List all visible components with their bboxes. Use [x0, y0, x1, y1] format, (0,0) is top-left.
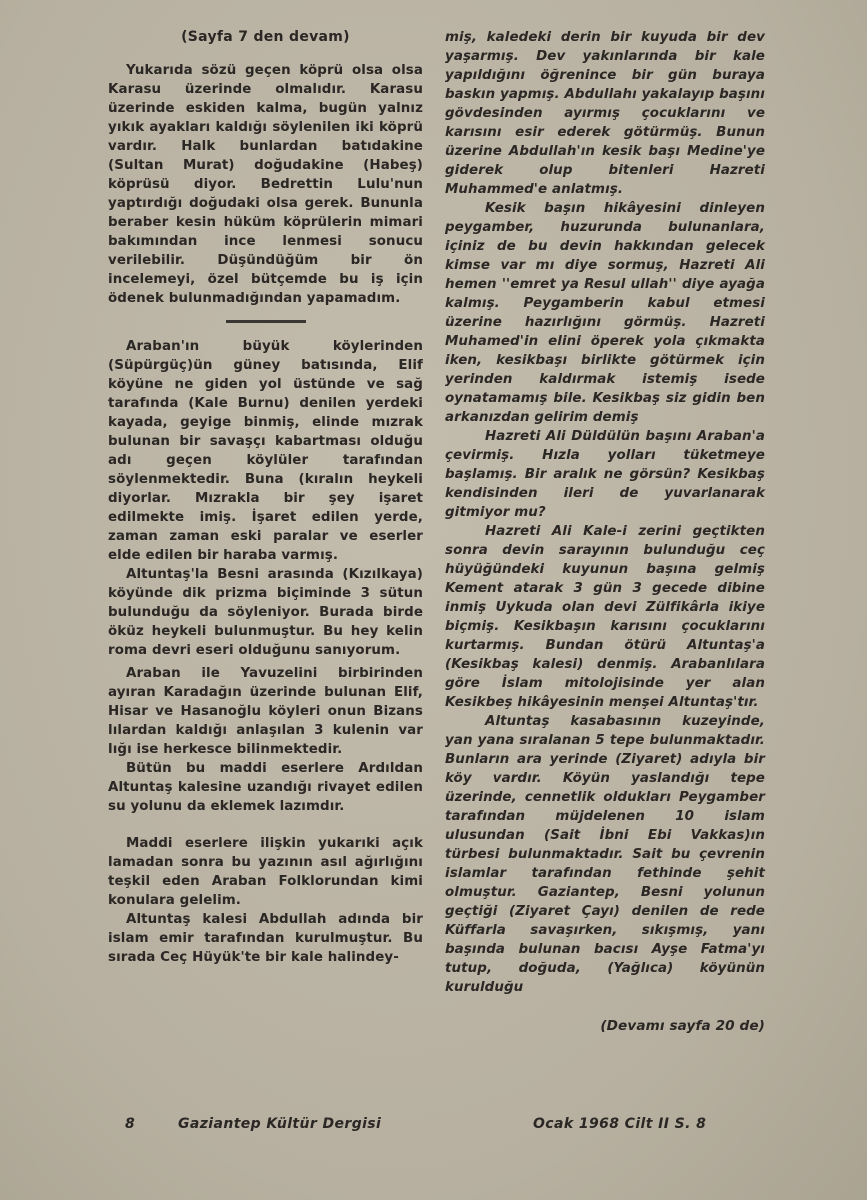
paragraph: Altuntaş kalesi Abdullah adında bir islam emir tarafından kurulmuştur. Bu sırada Ceç Hüyük'te bir kale halindey- [108, 912, 423, 965]
continued-from-heading: (Sayfa 7 den devam) [181, 29, 350, 45]
page-number: 8 [125, 1116, 136, 1132]
section-divider [226, 320, 306, 323]
paragraph: Altuntaş'la Besni arasında (Kızılkaya) köyünde dik prizma biçiminde 3 sütun bulunduğu da söyleniyor. Burada birde öküz heykeli bulunmuştur. Bu hey kelin roma devri eseri olduğunu sanıyorum. [108, 567, 423, 658]
paragraph: Kesik başın hikâyesini dinleyen peygamber, huzurunda bulunanlara, içiniz de bu devin hakkından gelecek kimse var mı diye sormuş, Hazreti Ali hemen ''emret ya Resul ullah'' diye ayağa kalmış. Peygamberin kabul etmesi üzerine hazırlığını görmüş. Hazreti Muhamed'in elini öperek yola çıkmakta iken, kesikbaşı birlikte götürmek için yerinden kaldırmak istemiş isede oynatamamış bile. Kesikbaş siz gidin ben arkanızdan gelirim demiş [445, 201, 765, 425]
continued-on-note: (Devamı sayfa 20 de) [600, 1018, 765, 1034]
paragraph: Araban ile Yavuzelini birbirinden ayıran Karadağın üzerinde bulunan Elif, Hisar ve Hasanoğlu köyleri onun Bizans lılardan kaldığı anlaşılan 3 kulenin var lığı ise herkesce bilinmektedir. [108, 666, 423, 757]
issue-info: Ocak 1968 Cilt II S. 8 [533, 1116, 707, 1132]
paragraph: Altuntaş kasabasının kuzeyinde, yan yana sıralanan 5 tepe bulunmaktadır. Bunların ara yerinde (Ziyaret) adıyla bir köy vardır. Köyün yaslandığı tepe üzerinde, cennetlik oldukları Peygamber tarafından müjdelenen 10 islam ulusundan (Sait İbni Ebi Vakkas)ın türbesi bulunmaktadır. Sait bu çevrenin islamlar tarafından fethinde şehit olmuştur. Gaziantep, Besni yolunun geçtiği (Ziyaret Çayı) denilen de rede Küffarla savaşırken, sıkışmış, yanı başında bulunan bacısı Ayşe Fatma'yı tutup, doğuda, (Yağlıca) köyünün kurulduğu [445, 714, 765, 995]
left-column [108, 28, 423, 967]
paragraph: Yukarıda sözü geçen köprü olsa olsa Karasu üzerinde olmalıdır. Karasu üzerinde eskiden kalma, bugün yalnız yıkık ayakları kaldığı söylenilen iki köprü vardır. Halk bunlardan batıdakine (Sultan Murat) doğudakine (Habeş) köprüsü diyor. Bedrettin Lulu'nun yaptırdığı doğudaki olsa gerek. Bununla beraber kesin hüküm köprülerin mimari bakımından ince lenmesi sonucu verilebilir. Düşündüğüm bir ön incelemeyi, özel bütçemde bu iş için ödenek bulunmadığından yapamadım. [108, 63, 423, 306]
right-column [445, 28, 765, 1036]
paragraph: Araban'ın büyük köylerinden (Süpürgüç)ün güney batısında, Elif köyüne ne giden yol üstünde ve sağ tarafında (Kale Burnu) denilen yerdeki kayada, geyige binmiş, elinde mızrak bulunan bir savaşçı kabartması olduğu adı geçen köylüler tarafından söylenmektedir. Buna (kıralın heykeli diyorlar. Mızrakla bir şey işaret edilmekte imiş. İşaret edilen yerde, zaman zaman eski paralar ve eserler elde edilen bir haraba varmış. [108, 339, 423, 563]
paragraph: Hazreti Ali Düldülün başını Araban'a çevirmiş. Hızla yolları tüketmeye başlamış. Bir aralık ne görsün? Kesikbaş kendisinden ileri de yuvarlanarak gitmiyor mu? [445, 429, 765, 520]
paragraph: Maddi eserlere ilişkin yukarıki açık lamadan sonra bu yazının asıl ağırlığını teşkil eden Araban Folklorundan kimi konulara gelelim. [108, 836, 423, 908]
paragraph: Bütün bu maddi eserlere Ardıldan Altuntaş kalesine uzandığı rivayet edilen su yolunu da eklemek lazımdır. [108, 761, 423, 814]
spacer [108, 816, 423, 834]
magazine-title: Gaziantep Kültür Dergisi [178, 1116, 382, 1132]
paragraph: miş, kaledeki derin bir kuyuda bir dev yaşarmış. Dev yakınlarında bir kale yapıldığını öğrenince bir gün buraya baskın yapmış. Abdullahı yakalayıp başını gövdesinden ayırmış çocuklarını ve karısını esir ederek götürmüş. Bunun üzerine Abdullah'ın kesik başı Medine'ye giderek olup bitenleri Hazreti Muhammed'e anlatmış. [445, 30, 765, 197]
paragraph: Hazreti Ali Kale-i zerini geçtikten sonra devin sarayının bulunduğu ceç hüyüğündeki kuyunun başına gelmiş Kement atarak 3 gün 3 gecede dibine inmiş Uykuda olan devi Zülfikârla ikiye biçmiş. Kesikbaşın karısını çocuklarını kurtarmış. Bundan ötürü Altuntaş'a (Kesikbaş kalesi) denmiş. Arabanlılara göre İslam mitolojisinde yer alan Kesikbeş hikâyesinin menşei Altuntaş'tır. [445, 524, 765, 710]
